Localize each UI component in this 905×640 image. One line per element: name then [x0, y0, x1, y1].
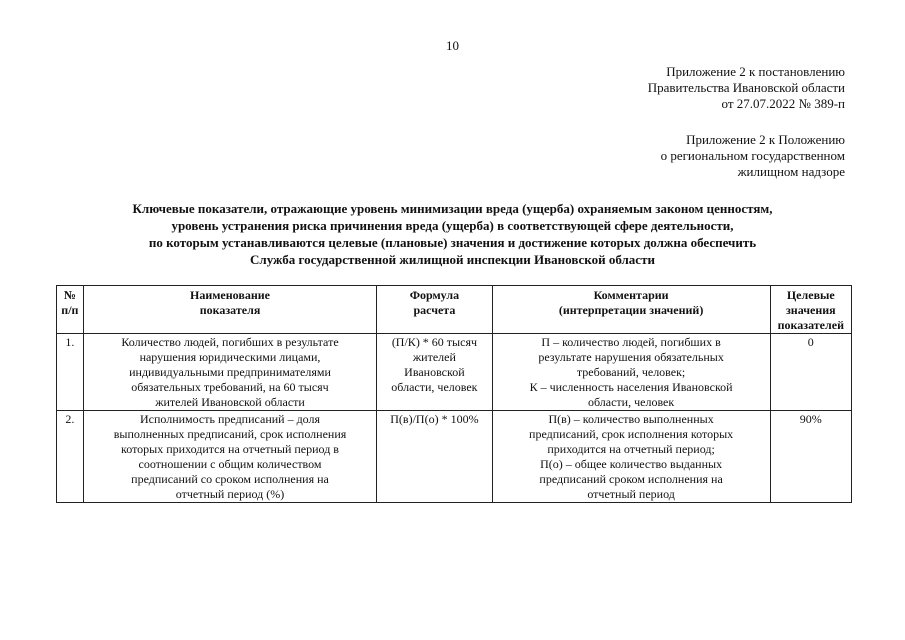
comment-cell	[492, 334, 770, 411]
page-number: 10	[446, 38, 459, 53]
indicator-name-line: нарушения юридическими лицами,	[139, 350, 321, 364]
appendix-regulation-line: Приложение 2 к Положению	[686, 132, 845, 147]
header-target-line: значения	[785, 303, 836, 317]
indicator-name-cell	[83, 334, 376, 411]
document-title-line: по которым устанавливаются целевые (плановые) значения и достижение которых должна обеспечить	[148, 235, 757, 250]
target-value-cell: 0	[770, 334, 851, 411]
comment-line: отчетный период	[587, 487, 675, 501]
comment-line: требований, человек;	[576, 365, 686, 379]
document-title-line: уровень устранения риска причинения вреда (ущерба) в соответствующей сфере деятельности,	[171, 218, 734, 233]
header-formula	[377, 286, 492, 334]
formula-line: жителей	[412, 350, 456, 364]
comment-line: предписаний, срок исполнения которых	[529, 427, 734, 441]
document-title-line: Ключевые показатели, отражающие уровень минимизации вреда (ущерба) охраняемым законом ценностям,	[132, 201, 773, 216]
appendix-resolution-line: от 27.07.2022 № 389-п	[721, 96, 845, 111]
header-number	[57, 286, 84, 334]
formula-line: Ивановской	[404, 365, 465, 379]
header-indicator-name	[83, 286, 376, 334]
target-value-cell: 90%	[770, 411, 851, 503]
indicator-name-line: отчетный период (%)	[175, 487, 285, 501]
header-indicator-name-line: Наименование	[190, 288, 270, 302]
formula-line: (П/К) * 60 тысяч	[391, 335, 477, 349]
header-formula-line: Формула	[409, 288, 460, 302]
indicator-name-line: обязательных требований, на 60 тысяч	[131, 380, 329, 394]
formula-line: П(в)/П(о) * 100%	[390, 412, 479, 426]
comment-line: П – количество людей, погибших в	[541, 335, 721, 349]
table-row	[57, 334, 852, 411]
comment-line: предписаний сроком исполнения на	[539, 472, 723, 486]
indicator-name-line: которых приходится на отчетный период в	[121, 442, 339, 456]
row-number: 1.	[57, 334, 84, 411]
header-target-line: Целевые	[786, 288, 835, 302]
header-number-line: п/п	[61, 303, 79, 317]
comment-line: К – численность населения Ивановской	[529, 380, 733, 394]
indicator-name-line: Количество людей, погибших в результате	[121, 335, 339, 349]
indicator-name-line: выполненных предписаний, срок исполнения	[113, 427, 347, 441]
appendix-regulation-line: о региональном государственном	[660, 148, 845, 163]
appendix-regulation-reference	[661, 132, 845, 180]
comment-line: результате нарушения обязательных	[538, 350, 724, 364]
table-header-row	[57, 286, 852, 334]
header-target-line: показателей	[777, 318, 844, 332]
indicators-table	[56, 285, 852, 503]
header-number-line: №	[63, 288, 76, 302]
indicator-name-line: соотношении с общим количеством	[138, 457, 322, 471]
indicator-name-cell	[83, 411, 376, 503]
table-row	[57, 411, 852, 503]
document-title	[40, 200, 865, 268]
appendix-resolution-line: Правительства Ивановской области	[647, 80, 845, 95]
comment-line: области, человек	[587, 395, 675, 409]
header-indicator-name-line: показателя	[199, 303, 261, 317]
header-target-values	[770, 286, 851, 334]
comment-line: П(в) – количество выполненных	[548, 412, 714, 426]
indicator-name-line: Исполнимость предписаний – доля	[139, 412, 321, 426]
indicator-name-line: предписаний со сроком исполнения на	[131, 472, 329, 486]
formula-line: области, человек	[391, 380, 478, 394]
comment-line: П(о) – общее количество выданных	[540, 457, 723, 471]
indicator-name-line: жителей Ивановской области	[155, 395, 305, 409]
header-comment-line: (интерпретации значений)	[558, 303, 704, 317]
formula-cell	[377, 334, 492, 411]
document-title-line: Служба государственной жилищной инспекции Ивановской области	[250, 252, 655, 267]
formula-cell	[377, 411, 492, 503]
header-comment	[492, 286, 770, 334]
comment-cell	[492, 411, 770, 503]
comment-line: приходится на отчетный период;	[547, 442, 715, 456]
appendix-resolution-line: Приложение 2 к постановлению	[666, 64, 845, 79]
header-formula-line: расчета	[413, 303, 456, 317]
row-number: 2.	[57, 411, 84, 503]
appendix-resolution-reference	[648, 64, 845, 112]
indicator-name-line: индивидуальными предпринимателями	[129, 365, 331, 379]
header-comment-line: Комментарии	[593, 288, 669, 302]
appendix-regulation-line: жилищном надзоре	[737, 164, 845, 179]
